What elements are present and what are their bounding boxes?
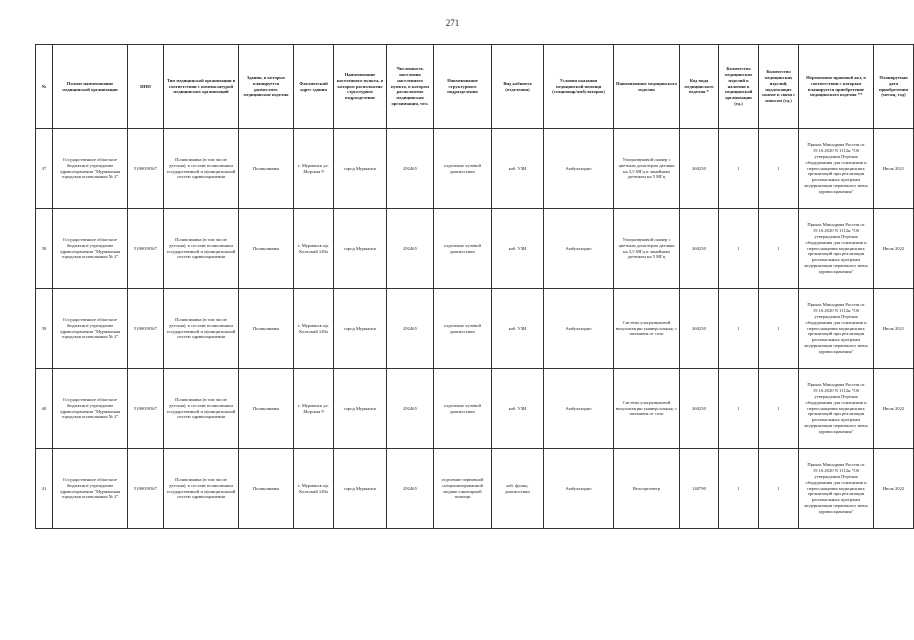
cabinet: каб. функц. диагностики xyxy=(492,449,544,529)
conditions: Амбулаторно xyxy=(544,449,614,529)
device-code: 260250 xyxy=(680,129,719,209)
org-name: Государственное областное бюджетное учреждение здравоохранения "Мурманская городская поликлиника № 2" xyxy=(53,289,128,369)
purchase-date: Июль 2021 xyxy=(874,129,914,209)
qty-replace: 1 xyxy=(759,129,799,209)
legal-act: Приказ Минздрава России от 19.10.2020 N 1112н "Об утверждении Перечня оборудования для оснащения и переоснащения медицинских организаций при реализации региональных программ модернизации первичного звена здравоохранения" xyxy=(799,209,874,289)
inn: 5190039367 xyxy=(128,129,164,209)
qty-replace: 1 xyxy=(759,289,799,369)
row-number: 41 xyxy=(36,449,53,529)
row-number: 38 xyxy=(36,209,53,289)
legal-act: Приказ Минздрава России от 19.10.2020 N 1112н "Об утверждении Перечня оборудования для оснащения и переоснащения медицинских организаций при реализации региональных программ модернизации первичного звена здравоохранения" xyxy=(799,129,874,209)
unit: отделение лучевой диагностики xyxy=(434,209,492,289)
header-cell: ИНН xyxy=(128,45,164,129)
page-number: 271 xyxy=(445,18,460,28)
legal-act: Приказ Минздрава России от 19.10.2020 N 1112н "Об утверждении Перечня оборудования для оснащения и переоснащения медицинских организаций при реализации региональных программ модернизации первичного звена здравоохранения" xyxy=(799,289,874,369)
device-code: 260250 xyxy=(680,209,719,289)
device-name: Велоэргометр xyxy=(614,449,680,529)
table-row xyxy=(36,289,914,369)
inn: 5190039367 xyxy=(128,209,164,289)
header-cell: Фактический адрес здания xyxy=(294,45,334,129)
cabinet: каб. УЗИ xyxy=(492,209,544,289)
org-type: Поликлиника (в том числе детская), в составе поликлиники государственной и муниципальной систем здравоохранения xyxy=(164,129,239,209)
qty-available: 1 xyxy=(719,369,759,449)
purchase-date: Июль 2022 xyxy=(874,449,914,529)
unit: отделение лучевой диагностики xyxy=(434,129,492,209)
row-number: 40 xyxy=(36,369,53,449)
header-cell: Наименование структурного подразделения xyxy=(434,45,492,129)
address: г. Мурманск пр. Кольский 149а xyxy=(294,209,334,289)
building: Поликлиника xyxy=(239,129,294,209)
qty-available: 1 xyxy=(719,129,759,209)
settlement: город Мурманск xyxy=(334,129,387,209)
legal-act: Приказ Минздрава России от 19.10.2020 N 1112н "Об утверждении Перечня оборудования для оснащения и переоснащения медицинских организаций при реализации региональных программ модернизации первичного звена здравоохранения" xyxy=(799,369,874,449)
population: 292465 xyxy=(387,129,434,209)
header-cell: Здания, в которых планируется разместить медицинские изделия xyxy=(239,45,294,129)
org-name: Государственное областное бюджетное учреждение здравоохранения "Мурманская городская поликлиника № 2" xyxy=(53,129,128,209)
device-code: 140790 xyxy=(680,449,719,529)
row-number: 39 xyxy=(36,289,53,369)
header-cell: Численность населения населенного пункта, в котором расположено медицинская организация, чел. xyxy=(387,45,434,129)
address: г. Мурманск ул. Морская 9 xyxy=(294,129,334,209)
inn: 5190039367 xyxy=(128,369,164,449)
org-type: Поликлиника (в том числе детская), в составе поликлиники государственной и муниципальной систем здравоохранения xyxy=(164,209,239,289)
population: 292465 xyxy=(387,289,434,369)
conditions: Амбулаторно xyxy=(544,369,614,449)
qty-replace: 1 xyxy=(759,449,799,529)
org-type: Поликлиника (в том числе детская), в составе поликлиники государственной и муниципальной систем здравоохранения xyxy=(164,289,239,369)
qty-replace: 1 xyxy=(759,369,799,449)
header-cell: Количество медицинских изделий в наличии в медицинской организации (ед.) xyxy=(719,45,759,129)
building: Поликлиника xyxy=(239,449,294,529)
settlement: город Мурманск xyxy=(334,369,387,449)
org-name: Государственное областное бюджетное учреждение здравоохранения "Мурманская городская поликлиника № 2" xyxy=(53,209,128,289)
header-cell: Полное наименование медицинской организации xyxy=(53,45,128,129)
purchase-date: Июль 2021 xyxy=(874,289,914,369)
device-name: Ультразвуковой сканер с цветным допплером датчика на 3,5 МГц и линейным датчиком на 5 МГц xyxy=(614,129,680,209)
table-row xyxy=(36,449,914,529)
purchase-date: Июль 2022 xyxy=(874,209,914,289)
address: г. Мурманск ул. Морская 9 xyxy=(294,369,334,449)
device-code: 260250 xyxy=(680,369,719,449)
device-name: Ультразвуковой сканер с цветным допплером датчика на 3,5 МГц и линейным датчиком на 5 МГц xyxy=(614,209,680,289)
org-type: Поликлиника (в том числе детская), в составе поликлиники государственной и муниципальной систем здравоохранения xyxy=(164,449,239,529)
population: 292465 xyxy=(387,449,434,529)
qty-available: 1 xyxy=(719,449,759,529)
unit: отделение лучевой диагностики xyxy=(434,289,492,369)
equipment-table xyxy=(35,44,914,529)
purchase-date: Июль 2022 xyxy=(874,369,914,449)
qty-available: 1 xyxy=(719,289,759,369)
building: Поликлиника xyxy=(239,289,294,369)
qty-replace: 1 xyxy=(759,209,799,289)
inn: 5190039367 xyxy=(128,289,164,369)
org-type: Поликлиника (в том числе детская), в составе поликлиники государственной и муниципальной систем здравоохранения xyxy=(164,369,239,449)
header-cell: Условия оказания медицинской помощи (стационар/амбулаторно) xyxy=(544,45,614,129)
header-cell: Вид кабинета (отделения) xyxy=(492,45,544,129)
inn: 5190039367 xyxy=(128,449,164,529)
header-cell: Тип медицинской организации в соответствии с номенклатурой медицинских организаций xyxy=(164,45,239,129)
row-number: 37 xyxy=(36,129,53,209)
device-name: Система ультразвуковой визуализации универсальная, с питанием от сети xyxy=(614,289,680,369)
conditions: Амбулаторно xyxy=(544,289,614,369)
conditions: Амбулаторно xyxy=(544,129,614,209)
building: Поликлиника xyxy=(239,209,294,289)
population: 292465 xyxy=(387,209,434,289)
device-name: Система ультразвуковой визуализации универсальная, с питанием от сети xyxy=(614,369,680,449)
table-row xyxy=(36,369,914,449)
org-name: Государственное областное бюджетное учреждение здравоохранения "Мурманская городская поликлиника № 2" xyxy=(53,369,128,449)
header-cell: Наименование медицинского изделия xyxy=(614,45,680,129)
cabinet: каб. УЗИ xyxy=(492,369,544,449)
qty-available: 1 xyxy=(719,209,759,289)
settlement: город Мурманск xyxy=(334,449,387,529)
conditions: Амбулаторно xyxy=(544,209,614,289)
settlement: город Мурманск xyxy=(334,209,387,289)
header-cell: Код вида медицинского изделия * xyxy=(680,45,719,129)
table-header-row xyxy=(36,45,914,129)
header-cell: Планируемая дата приобретения (месяц, год) xyxy=(874,45,914,129)
legal-act: Приказ Минздрава России от 19.10.2020 N 1112н "Об утверждении Перечня оборудования для оснащения и переоснащения медицинских организаций при реализации региональных программ модернизации первичного звена здравоохранения" xyxy=(799,449,874,529)
address: г. Мурманск пр. Кольский 149а xyxy=(294,289,334,369)
org-name: Государственное областное бюджетное учреждение здравоохранения "Мурманская городская поликлиника № 2" xyxy=(53,449,128,529)
cabinet: каб. УЗИ xyxy=(492,129,544,209)
unit: отделение лучевой диагностики xyxy=(434,369,492,449)
header-cell: Нормативно-правовой акт, в соответствии с которым планируется приобретение медицинского изделия ** xyxy=(799,45,874,129)
device-code: 260250 xyxy=(680,289,719,369)
building: Поликлиника xyxy=(239,369,294,449)
header-cell: Наименование населенного пункта, в котором расположено структурное подразделение xyxy=(334,45,387,129)
unit: отделение первичной специализированной медико-санитарной помощи xyxy=(434,449,492,529)
table-row xyxy=(36,209,914,289)
header-cell: Количество медицинских изделий, подлежащих замене в связи с износом (ед.) xyxy=(759,45,799,129)
address: г. Мурманск пр. Кольский 149а xyxy=(294,449,334,529)
population: 292465 xyxy=(387,369,434,449)
header-cell: № xyxy=(36,45,53,129)
table-row xyxy=(36,129,914,209)
cabinet: каб. УЗИ xyxy=(492,289,544,369)
settlement: город Мурманск xyxy=(334,289,387,369)
